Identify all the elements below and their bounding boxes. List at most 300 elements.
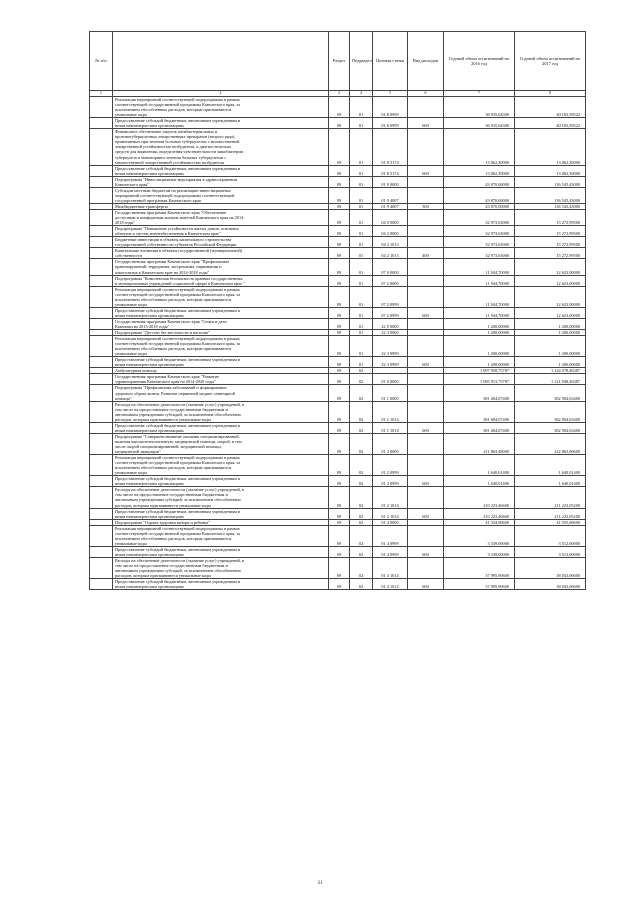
subsection-cell: 02 [350, 401, 373, 422]
table-row [90, 374, 586, 385]
header-target: Целевая статья [373, 32, 408, 91]
amount-2016-cell: 1 640,01400 [444, 476, 515, 487]
expense-cell [408, 187, 444, 203]
column-number: 4 [350, 91, 373, 97]
subsection-cell: 01 [350, 248, 373, 259]
name-cell: Подпрограмма "Охрана здоровья матери и ребенка" [113, 519, 329, 525]
target-cell: 01 4 1014 [373, 579, 408, 590]
table-row [90, 525, 586, 546]
target-cell: 01 2 1014 [373, 508, 408, 519]
name-cell: Предоставление субсидий бюджетным, автономным учреждениям и иным некоммерческим организациям [113, 118, 329, 129]
expense-cell: 600 [408, 476, 444, 487]
amount-2017-cell: 1 640,01400 [515, 476, 586, 487]
expense-cell [408, 557, 444, 578]
section-cell: 09 [329, 237, 350, 248]
target-cell: 22 3 0999 [373, 357, 408, 368]
section-cell: 09 [329, 97, 350, 118]
amount-2016-cell: 1 200,00000 [444, 357, 515, 368]
subsection-cell: 02 [350, 525, 373, 546]
amount-2016-cell: 36 935,64300 [444, 118, 515, 129]
expense-cell [408, 176, 444, 187]
amount-2016-cell: 1 097 958,75787 [444, 368, 515, 374]
expense-cell [408, 226, 444, 237]
name-cell: Подпрограмма "Комплексная безопасность краевых государственных и муниципальных учреждений социальной сферы в Камчатском крае " [113, 275, 329, 286]
subsection-cell: 02 [350, 422, 373, 433]
amount-2017-cell: 13 062,30000 [515, 165, 586, 176]
amount-2017-cell: 136 545,43000 [515, 203, 586, 209]
target-cell: 01 2 1014 [373, 487, 408, 508]
section-cell: 09 [329, 476, 350, 487]
amount-2016-cell: 32 973,63000 [444, 237, 515, 248]
num-cell [90, 422, 113, 433]
subsection-cell: 02 [350, 557, 373, 578]
table-row [90, 97, 586, 118]
name-cell: Реализация мероприятий соответствующей подпрограммы в рамках соответствующей государственной программы Камчатского края, за исключением обособленных расходов, которым присваиваются уникальные коды [113, 336, 329, 357]
target-cell: 01 2 0999 [373, 455, 408, 476]
amount-2016-cell: 11 944,70000 [444, 275, 515, 286]
name-cell: Предоставление субсидий бюджетным, автономным учреждениям и иным некоммерческим организациям [113, 508, 329, 519]
name-cell: Реализация мероприятий соответствующей подпрограммы в рамках соответствующей государственной программы Камчатского края, за исключением обособленных расходов, которым присваиваются уникальные коды [113, 286, 329, 307]
section-cell: 09 [329, 203, 350, 209]
amount-2017-cell: 12 623,00000 [515, 307, 586, 318]
subsection-cell: 01 [350, 307, 373, 318]
expense-cell [408, 336, 444, 357]
section-cell: 09 [329, 248, 350, 259]
amount-2017-cell: 12 623,00000 [515, 275, 586, 286]
table-row [90, 226, 586, 237]
name-cell: Государственная программа Камчатского края "Профилактика правонарушений, терроризма, экстремизма, наркомании и алкоголизма в Камчатском крае на 2014-2018 годы" [113, 259, 329, 275]
num-cell [90, 248, 113, 259]
expense-cell: 600 [408, 508, 444, 519]
target-cell: 22 3 0999 [373, 336, 408, 357]
section-cell: 09 [329, 318, 350, 329]
section-cell: 09 [329, 129, 350, 165]
name-cell: Реализация мероприятий соответствующей подпрограммы в рамках соответствующей государственной программы Камчатского края, за исключением обособленных расходов, которым присваиваются уникальные коды [113, 455, 329, 476]
target-cell: 22 3 0000 [373, 330, 408, 336]
num-cell [90, 476, 113, 487]
target-cell: 01 4 0000 [373, 519, 408, 525]
amount-2016-cell: 32 973,63000 [444, 226, 515, 237]
amount-2017-cell: 382 904,63400 [515, 422, 586, 433]
table-row [90, 579, 586, 590]
header-2017: Годовой объем ассигнований на 2017 год [515, 32, 586, 91]
column-number: 7 [444, 91, 515, 97]
subsection-cell: 01 [350, 203, 373, 209]
table-row [90, 401, 586, 422]
amount-2016-cell: 1 095 913,75787 [444, 374, 515, 385]
amount-2017-cell: 12 623,00000 [515, 259, 586, 275]
section-cell: 09 [329, 422, 350, 433]
subsection-cell: 02 [350, 433, 373, 454]
amount-2016-cell: 210 223,46600 [444, 508, 515, 519]
amount-2017-cell: 3 512,60000 [515, 525, 586, 546]
name-cell: Предоставление субсидий бюджетным, автономным учреждениям и иным некоммерческим организациям [113, 579, 329, 590]
expense-cell: 600 [408, 422, 444, 433]
num-cell [90, 275, 113, 286]
expense-cell [408, 97, 444, 118]
table-row [90, 237, 586, 248]
subsection-cell: 01 [350, 209, 373, 225]
amount-2017-cell: 136 545,43000 [515, 176, 586, 187]
expense-cell: 600 [408, 307, 444, 318]
subsection-cell: 01 [350, 226, 373, 237]
amount-2017-cell: 212 863,06600 [515, 433, 586, 454]
section-cell: 09 [329, 336, 350, 357]
name-cell: Подпрограмма "Детство без жестокости и насилия" [113, 330, 329, 336]
num-cell [90, 237, 113, 248]
target-cell: 04 2 0000 [373, 226, 408, 237]
amount-2017-cell: 3 512,60000 [515, 546, 586, 557]
amount-2017-cell: 38 043,06600 [515, 579, 586, 590]
target-cell: 01 1 1014 [373, 401, 408, 422]
section-cell: 09 [329, 307, 350, 318]
section-cell: 09 [329, 259, 350, 275]
table-row [90, 259, 586, 275]
target-cell: 07 2 0999 [373, 307, 408, 318]
expense-cell [408, 433, 444, 454]
num-cell [90, 401, 113, 422]
num-cell [90, 318, 113, 329]
amount-2017-cell: 15 272,99500 [515, 237, 586, 248]
target-cell: 01 8 0999 [373, 118, 408, 129]
target-cell: 07 0 0000 [373, 259, 408, 275]
amount-2017-cell: 12 623,00000 [515, 286, 586, 307]
section-cell: 09 [329, 368, 350, 374]
target-cell: 01 1 0000 [373, 385, 408, 401]
budget-table [89, 31, 586, 590]
num-cell [90, 385, 113, 401]
name-cell: Предоставление субсидий бюджетным, автономным учреждениям и иным некоммерческим организациям [113, 422, 329, 433]
section-cell: 09 [329, 525, 350, 546]
table-row [90, 118, 586, 129]
budget-table-page [89, 31, 585, 590]
amount-2017-cell: 1 640,01400 [515, 455, 586, 476]
name-cell: Предоставление субсидий бюджетным, автономным учреждениям и иным некоммерческим организациям [113, 546, 329, 557]
table-row [90, 433, 586, 454]
name-cell: Предоставление субсидий бюджетным, автономным учреждениям и иным некоммерческим организациям [113, 165, 329, 176]
name-cell: Расходы на обеспечение деятельности (оказание услуг) учреждений, в том числе на предоставление государственным бюджетным и автономным учреждениям субсидий, за исключением обособленных расходов, которым присваиваются уникальные коды [113, 401, 329, 422]
amount-2016-cell: 37 995,90600 [444, 557, 515, 578]
amount-2016-cell: 41 334,90600 [444, 519, 515, 525]
column-number: 3 [329, 91, 350, 97]
amount-2016-cell: 13 062,30000 [444, 165, 515, 176]
name-cell: Реализация мероприятий соответствующей подпрограммы в рамках соответствующей государственной программы Камчатского края, за исключением обособленных расходов, которым присваиваются уникальные коды [113, 525, 329, 546]
expense-cell [408, 487, 444, 508]
amount-2016-cell: 210 223,46600 [444, 487, 515, 508]
subsection-cell: 01 [350, 275, 373, 286]
subsection-cell: 02 [350, 508, 373, 519]
section-cell: 09 [329, 357, 350, 368]
table-row [90, 176, 586, 187]
table-row [90, 307, 586, 318]
table-row [90, 286, 586, 307]
target-cell: 01 8 5174 [373, 165, 408, 176]
table-row [90, 209, 586, 225]
num-cell [90, 118, 113, 129]
subsection-cell: 01 [350, 237, 373, 248]
expense-cell [408, 129, 444, 165]
num-cell [90, 455, 113, 476]
section-cell: 09 [329, 226, 350, 237]
page-number: 31 [317, 881, 323, 886]
section-cell: 09 [329, 401, 350, 422]
amount-2017-cell: 1 200,00000 [515, 318, 586, 329]
amount-2017-cell: 38 043,06600 [515, 557, 586, 578]
num-cell [90, 226, 113, 237]
amount-2016-cell: 43 870,00000 [444, 176, 515, 187]
name-cell: Государственная программа Камчатского края "Развитие здравоохранения Камчатского края на 2014-2020 годы" [113, 374, 329, 385]
section-cell: 09 [329, 546, 350, 557]
num-cell [90, 374, 113, 385]
expense-cell [408, 374, 444, 385]
name-cell: Расходы на обеспечение деятельности (оказание услуг) учреждений, в том числе на предоставление государственным бюджетным и автономным учреждениям субсидий, за исключением обособленных расходов, которым присваиваются уникальные коды [113, 487, 329, 508]
amount-2016-cell: 211 863,48000 [444, 433, 515, 454]
subsection-cell: 01 [350, 129, 373, 165]
subsection-cell: 02 [350, 546, 373, 557]
subsection-cell: 01 [350, 97, 373, 118]
section-cell: 09 [329, 508, 350, 519]
amount-2016-cell: 3 339,00000 [444, 525, 515, 546]
amount-2017-cell: 1 200,00000 [515, 330, 586, 336]
amount-2017-cell: 40 183,39522 [515, 118, 586, 129]
subsection-cell: 01 [350, 165, 373, 176]
column-number: 8 [515, 91, 586, 97]
expense-cell [408, 318, 444, 329]
num-cell [90, 433, 113, 454]
target-cell: 01 1 1014 [373, 422, 408, 433]
subsection-cell: 02 [350, 579, 373, 590]
section-cell: 09 [329, 275, 350, 286]
name-cell: Амбулаторная помощь [113, 368, 329, 374]
amount-2017-cell: 382 904,63400 [515, 401, 586, 422]
num-cell [90, 286, 113, 307]
table-row [90, 357, 586, 368]
table-row [90, 336, 586, 357]
amount-2016-cell: 1 200,00000 [444, 318, 515, 329]
name-cell: Подпрограмма "Профилактика заболеваний и формирование здорового образа жизни. Развитие первичной медико-санитарной помощи" [113, 385, 329, 401]
expense-cell [408, 286, 444, 307]
name-cell: Государственная программа Камчатского края "Семья и дети Камчатки на 2015-2018 годы" [113, 318, 329, 329]
table-header-row [90, 32, 586, 91]
subsection-cell: 01 [350, 259, 373, 275]
subsection-cell: 01 [350, 176, 373, 187]
amount-2016-cell: 1 200,00000 [444, 330, 515, 336]
header-2016: Годовой объем ассигнований на 2016 год [444, 32, 515, 91]
name-cell: Финансовое обеспечение закупок антибактериальных и противотуберкулезных лекарственных препаратов (второго ряда), применяемых при лечении больных туберкулезом с множественной лекарственной устойчивостью возбудителя, и диагностических средств для выявления, определения чувствительности микобактерии туберкулеза и мониторинга лечения больных туберкулезом с множественной лекарственной устойчивостью возбудителя [113, 129, 329, 165]
subsection-cell: 02 [350, 374, 373, 385]
amount-2017-cell: 1 200,00000 [515, 336, 586, 357]
section-cell: 09 [329, 330, 350, 336]
num-cell [90, 525, 113, 546]
target-cell: 01 8 5174 [373, 129, 408, 165]
expense-cell [408, 385, 444, 401]
amount-2016-cell: 381 684,07400 [444, 422, 515, 433]
num-cell [90, 579, 113, 590]
header-expense: Вид расходов [408, 32, 444, 91]
amount-2016-cell: 3 339,00000 [444, 546, 515, 557]
expense-cell [408, 209, 444, 225]
num-cell [90, 129, 113, 165]
num-cell [90, 557, 113, 578]
amount-2016-cell: 36 935,64300 [444, 97, 515, 118]
section-cell: 09 [329, 187, 350, 203]
amount-2016-cell: 43 870,00000 [444, 203, 515, 209]
subsection-cell: 01 [350, 336, 373, 357]
expense-cell [408, 455, 444, 476]
subsection-cell: 01 [350, 357, 373, 368]
target-cell: 01 4 0999 [373, 525, 408, 546]
expense-cell: 600 [408, 165, 444, 176]
section-cell: 09 [329, 487, 350, 508]
num-cell [90, 209, 113, 225]
amount-2017-cell: 15 272,99500 [515, 248, 586, 259]
table-row [90, 476, 586, 487]
num-cell [90, 508, 113, 519]
amount-2017-cell: 211 223,05200 [515, 508, 586, 519]
amount-2016-cell: 13 062,30000 [444, 129, 515, 165]
subsection-cell: 01 [350, 118, 373, 129]
section-cell: 09 [329, 455, 350, 476]
target-cell: 01 4 1014 [373, 557, 408, 578]
column-number: 1 [90, 91, 113, 97]
table-row [90, 187, 586, 203]
num-cell [90, 357, 113, 368]
expense-cell: 400 [408, 248, 444, 259]
name-cell: Предоставление субсидий бюджетным, автономным учреждениям и иным некоммерческим организациям [113, 357, 329, 368]
name-cell: Субсидии местным бюджетам на реализацию инвестиционных мероприятий соответствующей подпрограммы соответствующей государственной программы Камчатского края [113, 187, 329, 203]
num-cell [90, 176, 113, 187]
section-cell: 09 [329, 118, 350, 129]
amount-2016-cell: 1 640,01400 [444, 455, 515, 476]
section-cell: 09 [329, 385, 350, 401]
expense-cell [408, 237, 444, 248]
subsection-cell: 02 [350, 519, 373, 525]
name-cell: Предоставление субсидий бюджетным, автономным учреждениям и иным некоммерческим организациям [113, 476, 329, 487]
column-number: 2 [113, 91, 329, 97]
name-cell: Предоставление субсидий бюджетным, автономным учреждениям и иным некоммерческим организациям [113, 307, 329, 318]
section-cell: 09 [329, 165, 350, 176]
expense-cell [408, 275, 444, 286]
amount-2016-cell: 32 973,63000 [444, 209, 515, 225]
amount-2017-cell: 41 555,66600 [515, 519, 586, 525]
amount-2016-cell: 11 944,70000 [444, 259, 515, 275]
amount-2016-cell: 37 995,90600 [444, 579, 515, 590]
expense-cell [408, 259, 444, 275]
amount-2017-cell: 136 545,43000 [515, 187, 586, 203]
amount-2017-cell: 15 272,99500 [515, 209, 586, 225]
section-cell: 09 [329, 176, 350, 187]
target-cell: 01 0 0000 [373, 374, 408, 385]
header-name [113, 32, 329, 91]
target-cell: 01 9 0000 [373, 176, 408, 187]
target-cell: 04 2 1013 [373, 237, 408, 248]
amount-2017-cell: 40 183,39522 [515, 97, 586, 118]
name-cell: Капитальные вложения в объекты государственной (муниципальной) собственности [113, 248, 329, 259]
name-cell: Бюджетные инвестиции в объекты капитального строительства государственной собственности субъектов Российской Федерации [113, 237, 329, 248]
name-cell: Государственная программа Камчатского края "Обеспечение доступным и комфортным жильем жителей Камчатского края на 2014- 2018 годы" [113, 209, 329, 225]
table-row [90, 129, 586, 165]
subsection-cell: 01 [350, 187, 373, 203]
section-cell: 09 [329, 374, 350, 385]
target-cell: 01 9 4007 [373, 187, 408, 203]
subsection-cell: 02 [350, 476, 373, 487]
subsection-cell: 02 [350, 487, 373, 508]
name-cell: Межбюджетные трансферты [113, 203, 329, 209]
table-row [90, 455, 586, 476]
num-cell [90, 487, 113, 508]
section-cell: 09 [329, 557, 350, 578]
table-row [90, 508, 586, 519]
subsection-cell: 02 [350, 368, 373, 374]
table-row [90, 275, 586, 286]
amount-2016-cell: 32 973,63000 [444, 248, 515, 259]
column-number: 6 [408, 91, 444, 97]
section-cell: 09 [329, 579, 350, 590]
subsection-cell: 01 [350, 286, 373, 307]
header-num: № п/п [90, 32, 113, 91]
target-cell: 01 8 0999 [373, 97, 408, 118]
subsection-cell: 01 [350, 330, 373, 336]
name-cell: Подпрограмма "Повышение устойчивости жилых домов, основных объектов и систем жизнеобеспечения в Камчатском крае" [113, 226, 329, 237]
section-cell: 09 [329, 433, 350, 454]
name-cell: Подпрограмма "Инвестиционные мероприятия в здравоохранении Камчатского края" [113, 176, 329, 187]
target-cell: 04 0 0000 [373, 209, 408, 225]
target-cell: 07 2 0000 [373, 275, 408, 286]
expense-cell: 600 [408, 118, 444, 129]
expense-cell [408, 401, 444, 422]
name-cell: Расходы на обеспечение деятельности (оказание услуг) учреждений, в том числе на предоставление государственным бюджетным и автономным учреждениям субсидий, за исключением обособленных расходов, которым присваиваются уникальные коды [113, 557, 329, 578]
expense-cell: 600 [408, 579, 444, 590]
num-cell [90, 307, 113, 318]
table-row [90, 557, 586, 578]
amount-2017-cell: 15 272,99500 [515, 226, 586, 237]
target-cell: 01 9 4007 [373, 203, 408, 209]
table-row [90, 487, 586, 508]
target-cell: 07 2 0999 [373, 286, 408, 307]
target-cell: 01 4 0999 [373, 546, 408, 557]
section-cell: 09 [329, 209, 350, 225]
expense-cell [408, 525, 444, 546]
num-cell [90, 97, 113, 118]
amount-2016-cell: 11 944,70000 [444, 286, 515, 307]
subsection-cell: 02 [350, 455, 373, 476]
amount-2016-cell: 381 684,07400 [444, 401, 515, 422]
table-row [90, 422, 586, 433]
num-cell [90, 259, 113, 275]
amount-2017-cell: 1 200,00000 [515, 357, 586, 368]
target-cell: 01 2 0000 [373, 433, 408, 454]
name-cell: Реализация мероприятий соответствующей подпрограммы в рамках соответствующей государственной программы Камчатского края, за исключением обособленных расходов, которым присваиваются уникальные коды [113, 97, 329, 118]
table-body [90, 97, 586, 590]
table-row [90, 318, 586, 329]
amount-2017-cell: 382 904,63400 [515, 385, 586, 401]
section-cell: 09 [329, 519, 350, 525]
target-cell: 22 0 0000 [373, 318, 408, 329]
header-section: Раздел [329, 32, 350, 91]
amount-2016-cell: 381 684,07400 [444, 385, 515, 401]
amount-2016-cell: 43 870,00000 [444, 187, 515, 203]
amount-2017-cell: 211 223,05200 [515, 487, 586, 508]
expense-cell: 600 [408, 546, 444, 557]
amount-2017-cell: 13 062,30000 [515, 129, 586, 165]
target-cell: 04 2 1013 [373, 248, 408, 259]
amount-2017-cell: 1 121 948,46387 [515, 374, 586, 385]
num-cell [90, 546, 113, 557]
expense-cell: 600 [408, 357, 444, 368]
table-row [90, 385, 586, 401]
column-number: 5 [373, 91, 408, 97]
expense-cell: 500 [408, 203, 444, 209]
